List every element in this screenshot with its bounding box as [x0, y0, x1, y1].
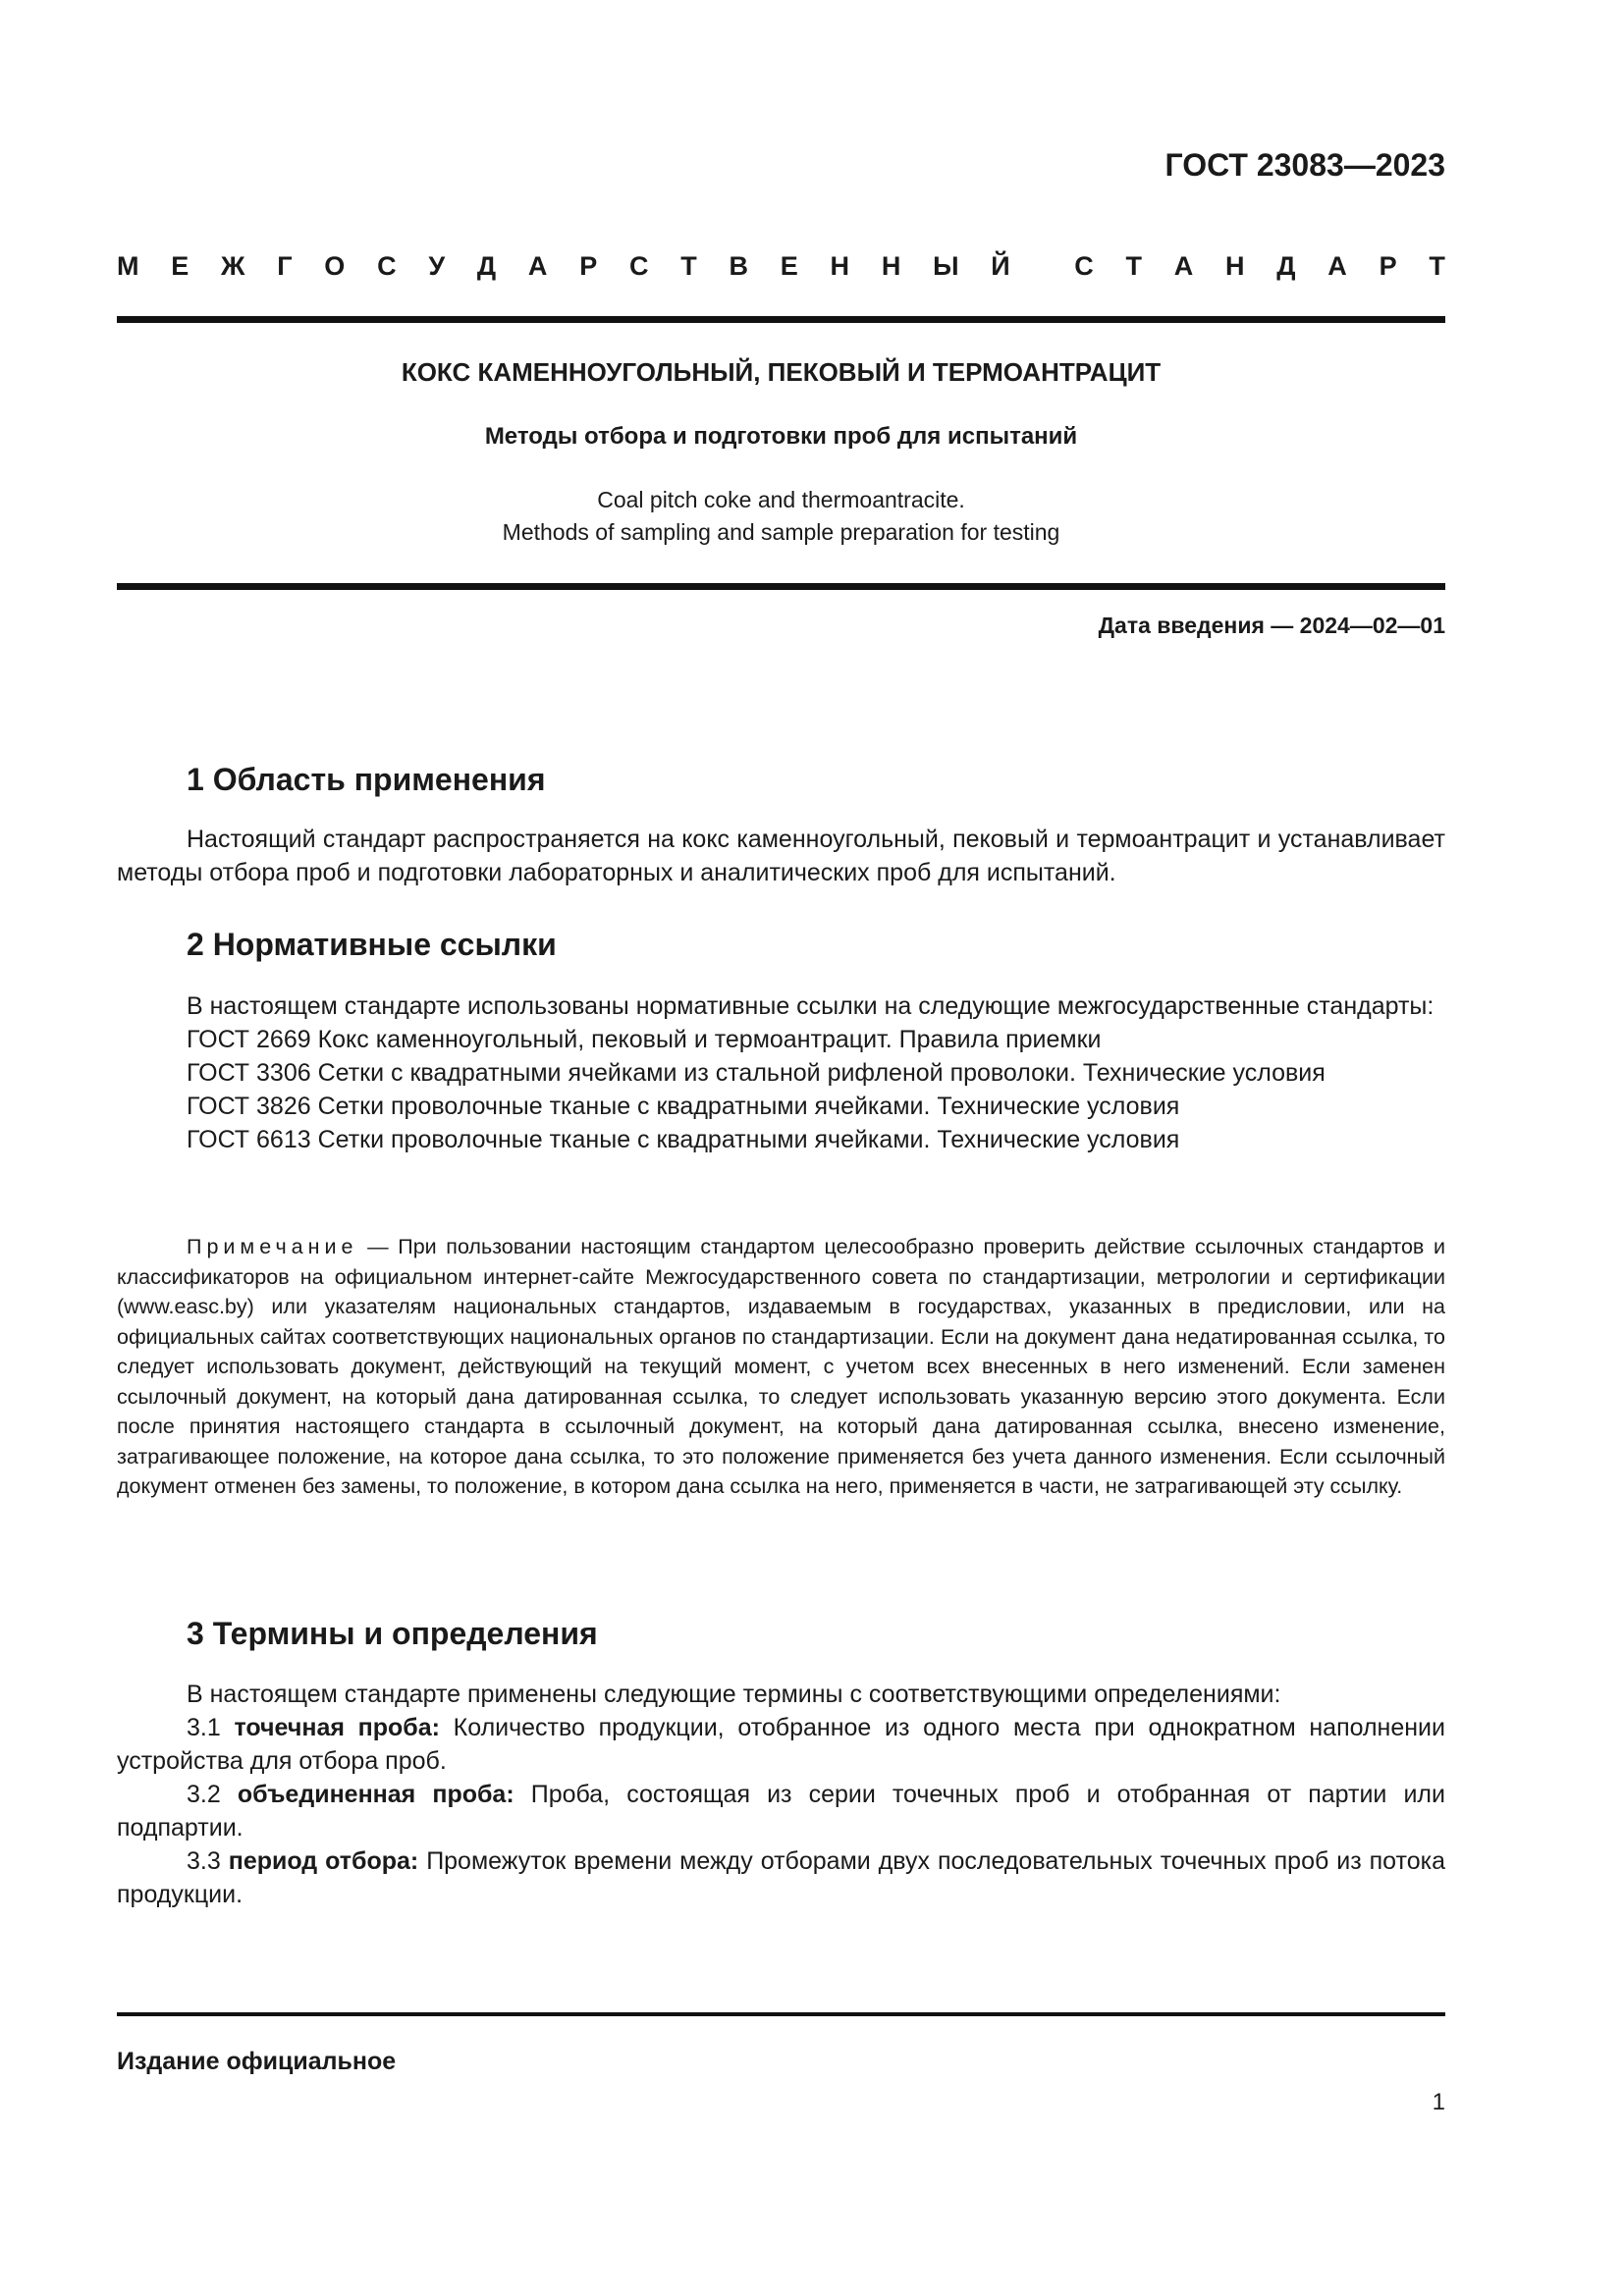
- standard-type-letter: Н: [881, 251, 901, 281]
- standard-type-letter: Т: [680, 251, 697, 281]
- english-title-line-2: Methods of sampling and sample preparation for testing: [502, 519, 1060, 545]
- section-2-intro: В настоящем стандарте использованы нормативные ссылки на следующие межгосударственные стандарты:: [187, 992, 1435, 1020]
- standard-type-letter: Н: [1225, 251, 1245, 281]
- section-3-text: [117, 1678, 1445, 1911]
- term-number: 3.3: [187, 1847, 229, 1875]
- section-1-heading: 1 Область применения: [187, 762, 546, 797]
- section-1-paragraph: Настоящий стандарт распространяется на кокс каменноугольный, пековый и термоантрацит и устанавливает методы отбора проб и подготовки лабораторных и аналитических проб для испытаний.: [117, 826, 1445, 886]
- standard-type-letter: А: [527, 251, 548, 281]
- header-rule-top: [117, 316, 1445, 323]
- note-label: Примечание: [187, 1235, 358, 1258]
- term-definition: [117, 1844, 1445, 1911]
- standard-type-letter: С: [377, 251, 397, 281]
- standard-type-letter: Н: [830, 251, 850, 281]
- section-2-heading: 2 Нормативные ссылки: [187, 927, 557, 962]
- term-text: Промежуток времени между отборами двух последовательных точечных проб из потока продукции.: [117, 1847, 1445, 1908]
- standard-type-letter: Ы: [933, 251, 959, 281]
- section-2-text: [117, 989, 1445, 1156]
- note-text: — При пользовании настоящим стандартом целесообразно проверить действие ссылочных стандартов и классификаторов на официальном интернет-сайте Межгосударственного совета по стандартизации, метрологии и сертификации (www.easc.by) или указателям национальных стандартов, издаваемым в государствах, указанных в предисловии, или на официальных сайтах соответствующих национальных органов по стандартизации. Если на документ дана недатированная ссылка, то следует использовать документ, действующий на текущий момент, с учетом всех внесенных в него изменений. Если заменен ссылочный документ, на который дана датированная ссылка, то следует использовать указанную версию этого документа. Если после принятия настоящего стандарта в ссылочный документ, на который дана датированная ссылка, внесено изменение, затрагивающее положение, на которое дана ссылка, то это положение применяется без учета данного изменения. Если ссылочный документ отменен без замены, то положение, в котором дана ссылка на него, применяется в части, не затрагивающей эту ссылку.: [117, 1235, 1445, 1498]
- standard-type-letter: А: [1173, 251, 1194, 281]
- header-rule-bottom: [117, 583, 1445, 590]
- standard-type-letter: Ж: [221, 251, 245, 281]
- english-title: [117, 484, 1445, 549]
- standard-type-letter: М: [117, 251, 139, 281]
- standard-type-letter: О: [324, 251, 346, 281]
- note-paragraph: [117, 1232, 1445, 1502]
- document-title: КОКС КАМЕННОУГОЛЬНЫЙ, ПЕКОВЫЙ И ТЕРМОАНТРАЦИТ: [401, 357, 1162, 387]
- standard-type-letter: Д: [1276, 251, 1296, 281]
- standard-type-letter: А: [1327, 251, 1347, 281]
- standard-type-letter: С: [628, 251, 649, 281]
- standard-type-letter: У: [428, 251, 446, 281]
- standard-type-letter: Т: [1125, 251, 1142, 281]
- standard-type-letter: В: [729, 251, 748, 281]
- standard-type-letter: Е: [171, 251, 189, 281]
- standard-type-letter: Г: [277, 251, 293, 281]
- term-definition: [117, 1778, 1445, 1844]
- normative-reference: ГОСТ 3306 Сетки с квадратными ячейками из стальной рифленой проволоки. Технические условия: [187, 1059, 1326, 1087]
- document-number: ГОСТ 23083—2023: [1164, 147, 1445, 183]
- normative-reference: ГОСТ 3826 Сетки проволочные тканые с квадратными ячейками. Технические условия: [187, 1093, 1180, 1120]
- standard-type-letter: Д: [476, 251, 497, 281]
- standard-type-letter: С: [1074, 251, 1094, 281]
- introduction-date: Дата введения — 2024—02—01: [1098, 613, 1445, 638]
- term-text: Проба, состоящая из серии точечных проб и отобранная от партии или подпартии.: [117, 1781, 1445, 1842]
- term-text: Количество продукции, отобранное из одного места при однократном наполнении устройства для отбора проб.: [117, 1714, 1445, 1775]
- standard-type-letter: Т: [1429, 251, 1445, 281]
- note-block: [117, 1232, 1445, 1502]
- standard-type-heading: [117, 251, 1445, 282]
- term-name: объединенная проба:: [237, 1781, 514, 1808]
- term-name: точечная проба:: [234, 1714, 440, 1741]
- section-1-text: [117, 823, 1445, 889]
- section-3-intro: В настоящем стандарте применены следующие термины с соответствующими определениями:: [187, 1681, 1281, 1708]
- normative-reference: ГОСТ 2669 Кокс каменноугольный, пековый и термоантрацит. Правила приемки: [187, 1026, 1102, 1053]
- standard-type-letter: Р: [1379, 251, 1397, 281]
- term-definition: [117, 1711, 1445, 1778]
- standard-type-letter: Й: [991, 251, 1010, 281]
- term-number: 3.1: [187, 1714, 235, 1741]
- term-number: 3.2: [187, 1781, 238, 1808]
- document-subtitle: Методы отбора и подготовки проб для испытаний: [484, 423, 1078, 450]
- standard-type-letter: Р: [579, 251, 598, 281]
- section-3-heading: 3 Термины и определения: [187, 1616, 598, 1651]
- english-title-line-1: Coal pitch coke and thermoantracite.: [597, 487, 965, 512]
- page-number: 1: [1432, 2089, 1445, 2115]
- footer-rule: [117, 2012, 1445, 2016]
- normative-reference: ГОСТ 6613 Сетки проволочные тканые с квадратными ячейками. Технические условия: [187, 1126, 1180, 1153]
- edition-label: Издание официальное: [117, 2048, 397, 2075]
- term-name: период отбора:: [228, 1847, 419, 1875]
- standard-type-letter: Е: [780, 251, 798, 281]
